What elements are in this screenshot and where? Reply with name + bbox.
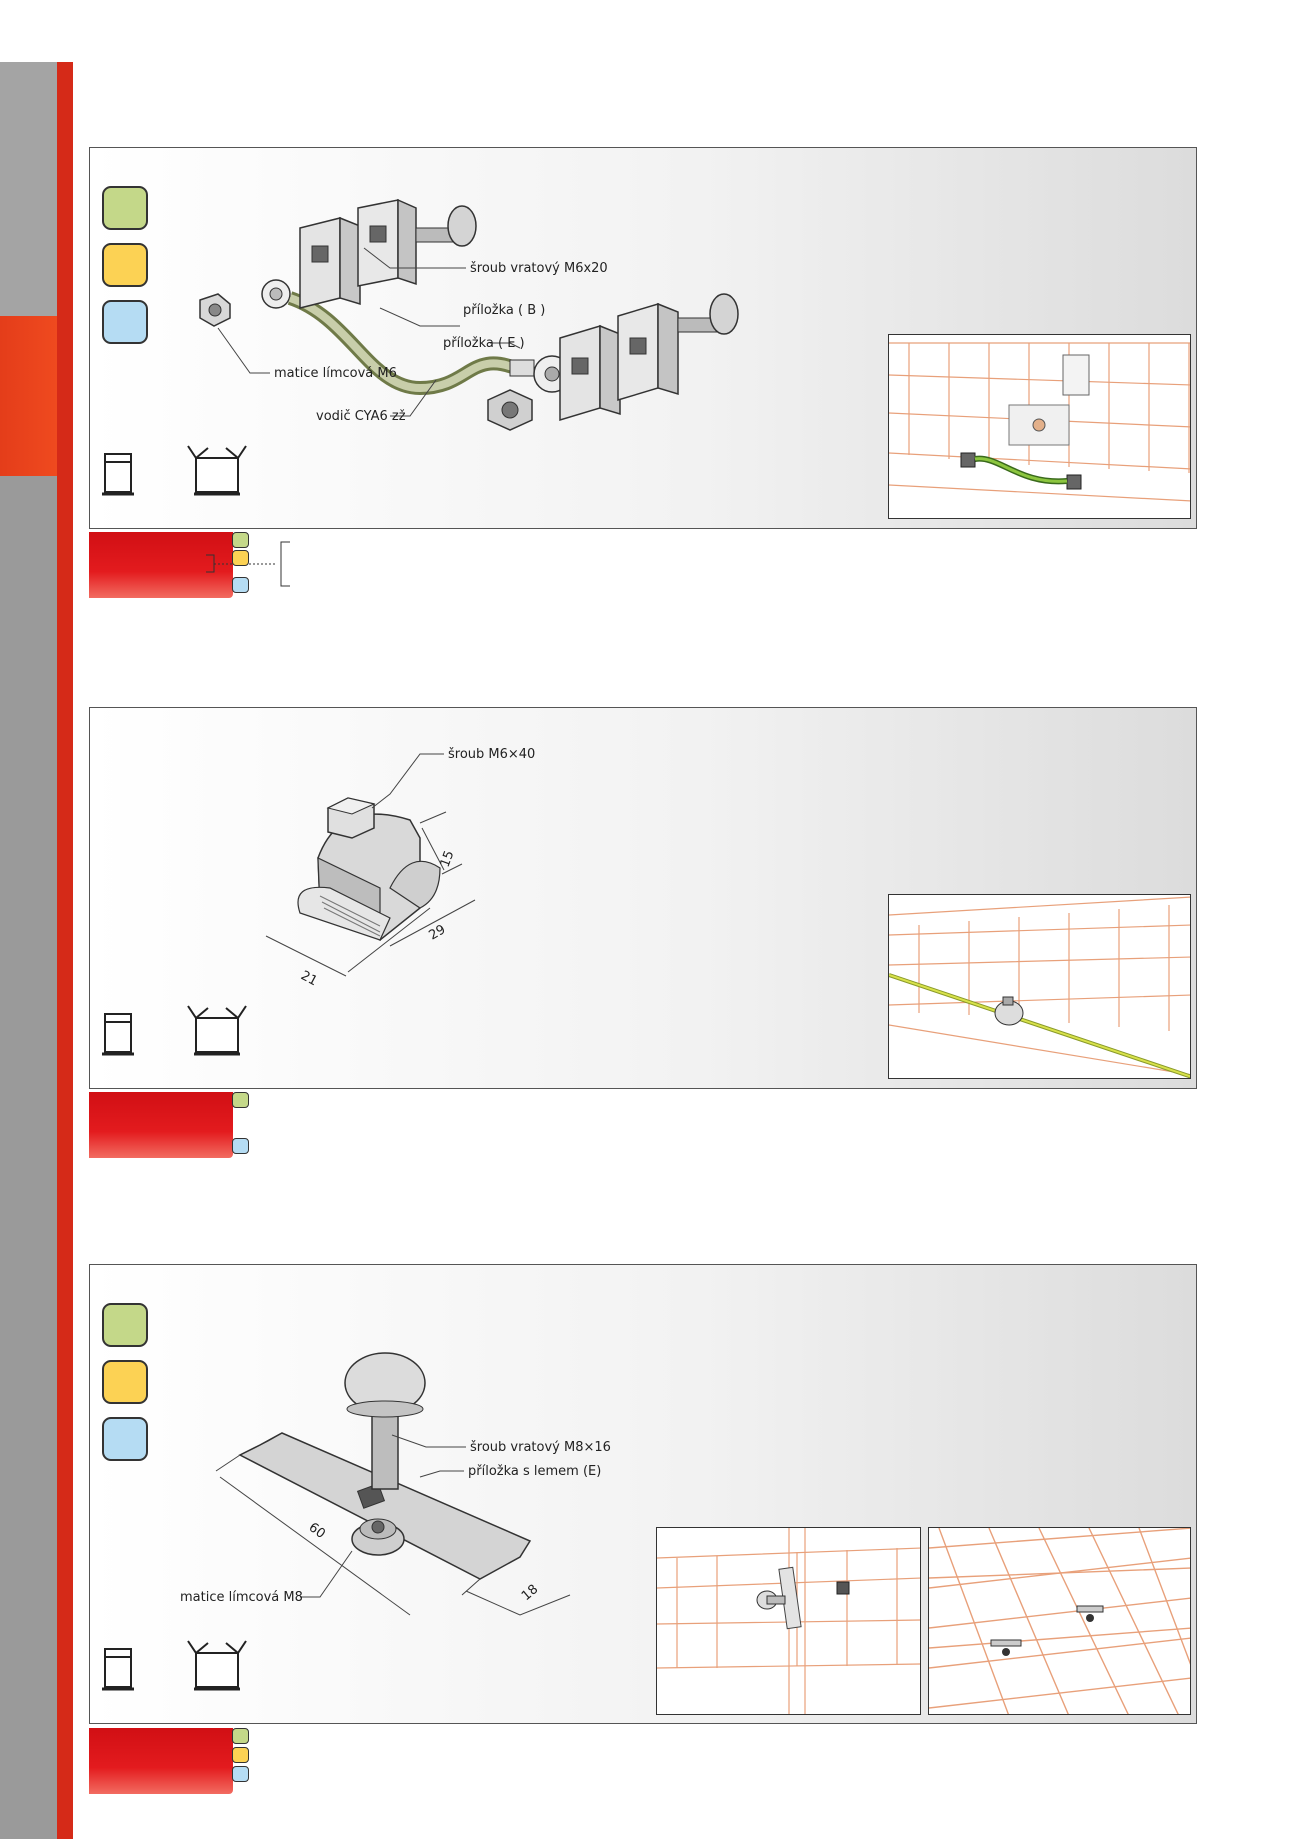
label-plate-flanged: příložka s lemem (E) [468, 1464, 602, 1479]
tray-illustration-3b [929, 1528, 1191, 1715]
finish-mini-green-1 [232, 532, 249, 548]
sidebar-section-tab [0, 316, 57, 476]
label-nut-m6: matice límcová M6 [274, 366, 397, 381]
product-code-tab-3 [89, 1728, 233, 1794]
tray-illustration-2 [889, 895, 1191, 1079]
label-bolt-m6x40: šroub M6×40 [448, 747, 536, 762]
installation-thumbnail-1 [888, 334, 1191, 519]
label-plate-e: příložka ( E ) [443, 336, 525, 351]
box-icon [188, 446, 246, 494]
finish-mini-green-2 [232, 1092, 249, 1108]
product-code-tab-1 [89, 532, 233, 598]
label-plate-b: příložka ( B ) [463, 303, 546, 318]
finish-mini-yellow-3 [232, 1747, 249, 1763]
label-conductor: vodič CYA6 zž [316, 409, 406, 424]
tray-illustration-3a [657, 1528, 921, 1715]
label-bolt-m6x20: šroub vratový M6x20 [470, 261, 608, 276]
sidebar-gray-top [0, 62, 57, 316]
finish-mini-blue-3 [232, 1766, 249, 1782]
finish-mini-blue-2 [232, 1138, 249, 1154]
product-panel-1 [89, 147, 1197, 529]
product-panel-2 [89, 707, 1197, 1089]
finish-mini-yellow-1 [232, 550, 249, 566]
tray-illustration-1 [889, 335, 1191, 519]
finish-mini-green-3 [232, 1728, 249, 1744]
installation-thumbnail-2 [888, 894, 1191, 1079]
product-panel-3 [89, 1264, 1197, 1724]
bag-icon [102, 1649, 134, 1689]
finish-mini-blue-1 [232, 577, 249, 593]
dim-depth-29: 29 [426, 922, 449, 944]
label-nut-m8: matice límcová M8 [180, 1590, 303, 1605]
bag-icon [102, 454, 134, 494]
product-code-tab-2 [89, 1092, 233, 1158]
dim-height-15: 15 [437, 848, 458, 870]
box-icon [188, 1641, 246, 1689]
bag-icon [102, 1014, 134, 1054]
installation-thumbnail-3a [656, 1527, 921, 1715]
label-bolt-m8x16: šroub vratový M8×16 [470, 1440, 611, 1455]
dim-width-18: 18 [518, 1581, 542, 1605]
installation-thumbnail-3b [928, 1527, 1191, 1715]
sidebar-red-strip [57, 62, 73, 1839]
dim-length-60: 60 [305, 1520, 328, 1542]
dim-width-21: 21 [298, 968, 320, 990]
box-icon [188, 1006, 246, 1054]
